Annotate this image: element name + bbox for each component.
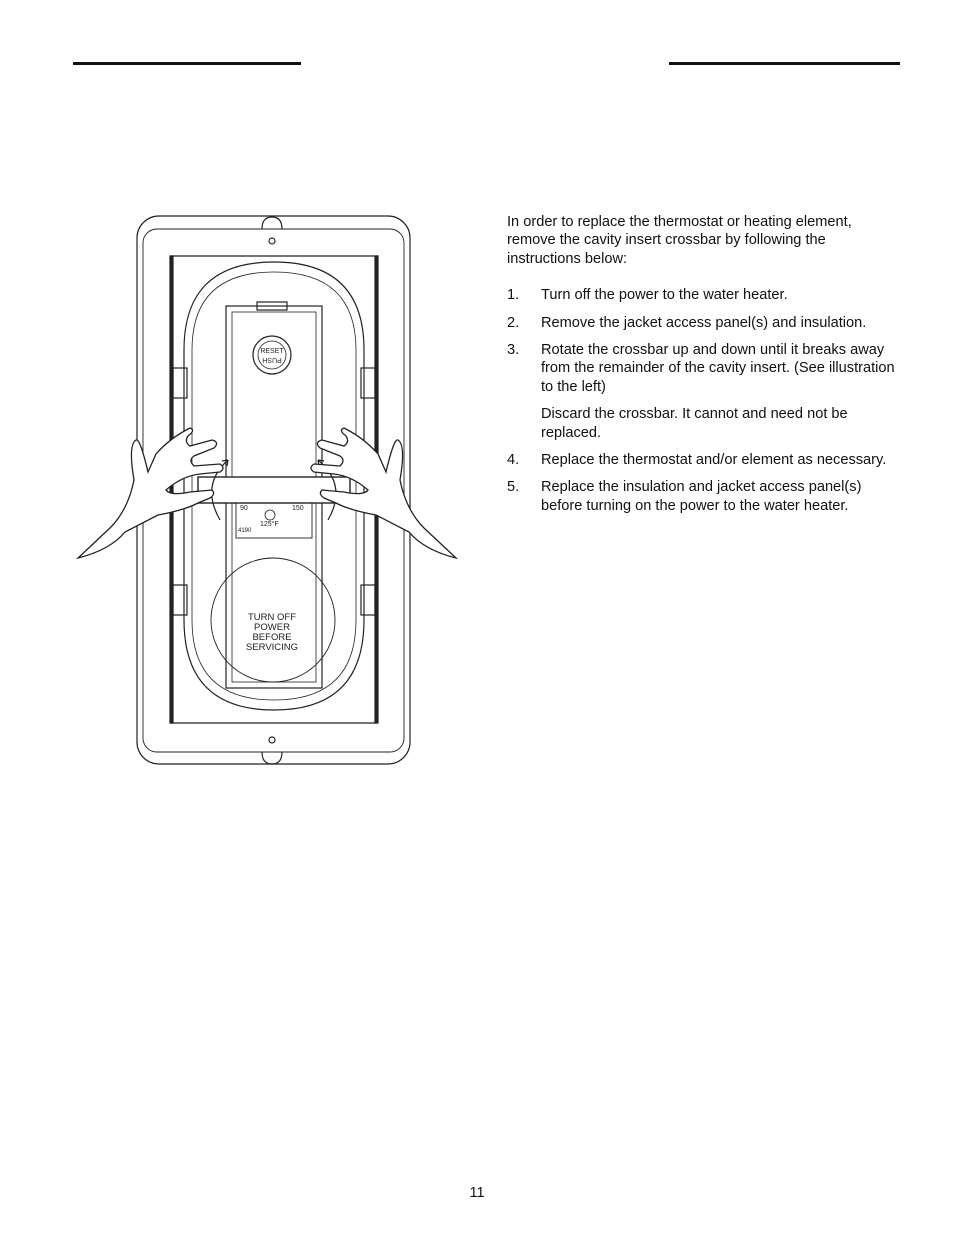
dial-low-label: 90 <box>240 505 248 512</box>
right-hand <box>311 428 456 558</box>
steps-list <box>507 286 902 515</box>
dial-min-label: 4190 <box>238 528 252 534</box>
bracket-upper-left <box>173 368 187 398</box>
warning-line-4: SERVICING <box>245 642 299 653</box>
step-text: Turn off the power to the water heater. <box>541 287 788 304</box>
page-number: 11 <box>469 1185 485 1201</box>
step-1 <box>507 286 902 304</box>
warning-label <box>246 612 298 653</box>
bracket-lower-right <box>361 585 375 615</box>
warning-line-3: BEFORE <box>252 632 292 643</box>
step-text: Replace the thermostat and/or element as necessary. <box>541 452 887 469</box>
step-note: Discard the crossbar. It cannot and need not be replaced. <box>541 406 848 441</box>
step-number: 5. <box>507 479 520 496</box>
left-side-strip <box>170 256 173 723</box>
step-text: Remove the jacket access panel(s) and insulation. <box>541 314 867 331</box>
step-number: 1. <box>507 287 520 304</box>
warning-line-2: POWER <box>254 622 290 633</box>
bottom-screw-tab <box>262 752 282 764</box>
top-screw-tab <box>262 217 282 229</box>
warning-line-1: TURN OFF <box>247 612 297 623</box>
bracket-lower-left <box>173 585 187 615</box>
instructions-section <box>507 213 902 524</box>
step-4 <box>507 451 902 469</box>
bracket-upper-right <box>361 368 375 398</box>
dial-high-label: 150 <box>292 505 304 512</box>
top-screw-hole <box>269 238 275 244</box>
reset-label: RESET <box>260 348 284 355</box>
intro-paragraph: In order to replace the thermostat or heating element, remove the cavity insert crossbar by following the instructions below: <box>507 214 852 267</box>
bottom-screw-hole <box>269 737 275 743</box>
step-3 <box>507 341 902 442</box>
step-text: Replace the insulation and jacket access panel(s) before turning on the power to the water heater. <box>541 479 862 514</box>
step-text: Rotate the crossbar up and down until it breaks away from the remainder of the cavity insert. (See illustration to the left) <box>541 342 895 395</box>
step-2 <box>507 314 902 332</box>
crossbar-removal-illustration <box>70 210 460 770</box>
header-rule-left <box>73 62 301 65</box>
header-rule-right <box>669 62 900 65</box>
step-number: 4. <box>507 452 520 469</box>
dial-temp-label: 125°F <box>260 521 279 528</box>
step-number: 3. <box>507 342 520 359</box>
reset-button <box>253 336 291 374</box>
step-5 <box>507 478 902 515</box>
left-hand <box>78 428 223 558</box>
push-label: PUSH <box>262 356 282 363</box>
step-number: 2. <box>507 314 520 331</box>
